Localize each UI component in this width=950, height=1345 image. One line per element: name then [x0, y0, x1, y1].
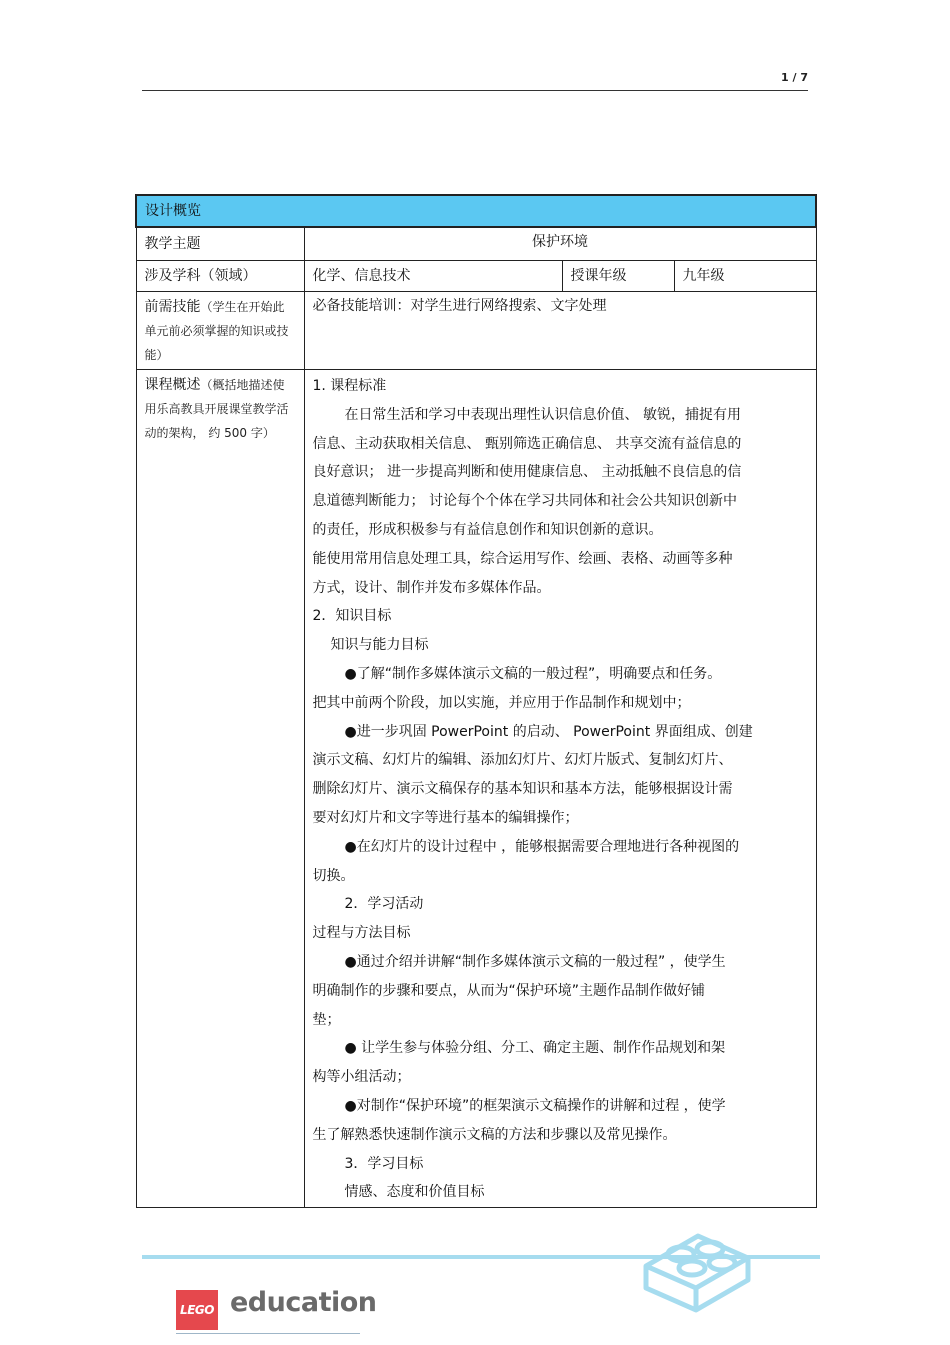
prereq-row: [136, 292, 816, 370]
overview-row: [136, 370, 816, 1208]
overview-line: ●了解“制作多媒体演示文稿的一般过程”，明确要点和任务。: [344, 665, 722, 682]
education-wordmark: education: [230, 1287, 377, 1318]
overview-line: 2．知识目标: [312, 608, 392, 625]
overview-line: 2．学习活动: [344, 896, 424, 913]
overview-line: 知识与能力目标: [330, 637, 429, 654]
overview-line: 切换。: [312, 867, 355, 884]
overview-line: 3．学习目标: [344, 1155, 424, 1172]
overview-label: 课程概述: [144, 377, 201, 393]
overview-line: ●在幻灯片的设计过程中 ，能够根据需要合理地进行各种视图的: [344, 838, 740, 855]
overview-line: 要对幻灯片和文字等进行基本的编辑操作；: [312, 809, 579, 826]
overview-line: 演示文稿、幻灯片的编辑、添加幻灯片、幻灯片版式、复制幻灯片、: [312, 752, 733, 769]
overview-line: 构等小组活动；: [312, 1069, 411, 1086]
section-title: 设计概览: [136, 195, 816, 227]
subject-label: 涉及学科（领域）: [136, 261, 304, 292]
overview-hint: （概括地描述使用乐高教具开展课堂教学活动的架构， 约 500 字）: [144, 378, 289, 440]
overview-line: 生了解熟悉快速制作演示文稿的方法和步骤以及常见操作。: [312, 1126, 677, 1143]
prereq-hint: （学生在开始此单元前必须掌握的知识或技能）: [144, 300, 289, 362]
overview-line: ●通过介绍并讲解“制作多媒体演示文稿的一般过程” ，使学生: [344, 953, 726, 970]
lego-logo-icon: LEGO: [176, 1290, 218, 1330]
overview-line: 垫；: [312, 1011, 341, 1028]
overview-line: 明确制作的步骤和要点，从而为“保护环境”主题作品制作做好铺: [312, 982, 706, 999]
overview-line: 在日常生活和学习中表现出理性认识信息价值、 敏锐，捕捉有用: [344, 406, 741, 423]
overview-line: 能使用常用信息处理工具，综合运用写作、绘画、表格、动画等多种: [312, 550, 733, 567]
theme-value: 保护环境: [304, 227, 816, 261]
overview-cell: [136, 370, 304, 1208]
logo-underline: [176, 1333, 360, 1334]
prereq-value: 必备技能培训：对学生进行网络搜索、文字处理: [304, 292, 816, 370]
overview-line: ●进一步巩固 PowerPoint 的启动、 PowerPoint 界面组成、创建: [344, 723, 753, 740]
overview-line: ● 让学生参与体验分组、分工、确定主题、制作作品规划和架: [344, 1040, 726, 1057]
overview-line: ●对制作“保护环境”的框架演示文稿操作的讲解和过程 ，使学: [344, 1097, 726, 1114]
overview-line: 方式，设计、制作并发布多媒体作品。: [312, 579, 551, 596]
overview-line: 情感、态度和价值目标: [344, 1184, 485, 1201]
overview-line: 把其中前两个阶段，加以实施，并应用于作品制作和规划中；: [312, 694, 691, 711]
grade-value: 九年级: [674, 261, 816, 292]
overview-line: 删除幻灯片、演示文稿保存的基本知识和基本方法，能够根据设计需: [312, 781, 733, 798]
subject-row: [136, 261, 816, 292]
design-overview-table: [135, 194, 817, 1208]
overview-content: [304, 370, 816, 1208]
header-rule: [142, 90, 808, 91]
section-header-row: [136, 195, 816, 227]
lego-brick-icon: [636, 1218, 756, 1318]
page-number: 1 / 7: [781, 71, 808, 84]
prereq-label: 前需技能: [144, 299, 201, 315]
subject-value: 化学、信息技术: [304, 261, 562, 292]
grade-label: 授课年级: [562, 261, 674, 292]
overview-line: 信息、主动获取相关信息、 甄别筛选正确信息、 共享交流有益信息的: [312, 435, 742, 452]
overview-line: 1. 课程标准: [312, 378, 387, 394]
overview-line: 息道德判断能力； 讨论每个个体在学习共同体和社会公共知识创新中: [312, 493, 737, 510]
overview-line: 良好意识； 进一步提高判断和使用健康信息、 主动抵触不良信息的信: [312, 464, 742, 481]
overview-line: 的责任，形成积极参与有益信息创作和知识创新的意识。: [312, 521, 663, 538]
theme-row: [136, 227, 816, 261]
prereq-cell: [136, 292, 304, 370]
overview-line: 过程与方法目标: [312, 925, 411, 942]
theme-label: 教学主题: [136, 227, 304, 261]
